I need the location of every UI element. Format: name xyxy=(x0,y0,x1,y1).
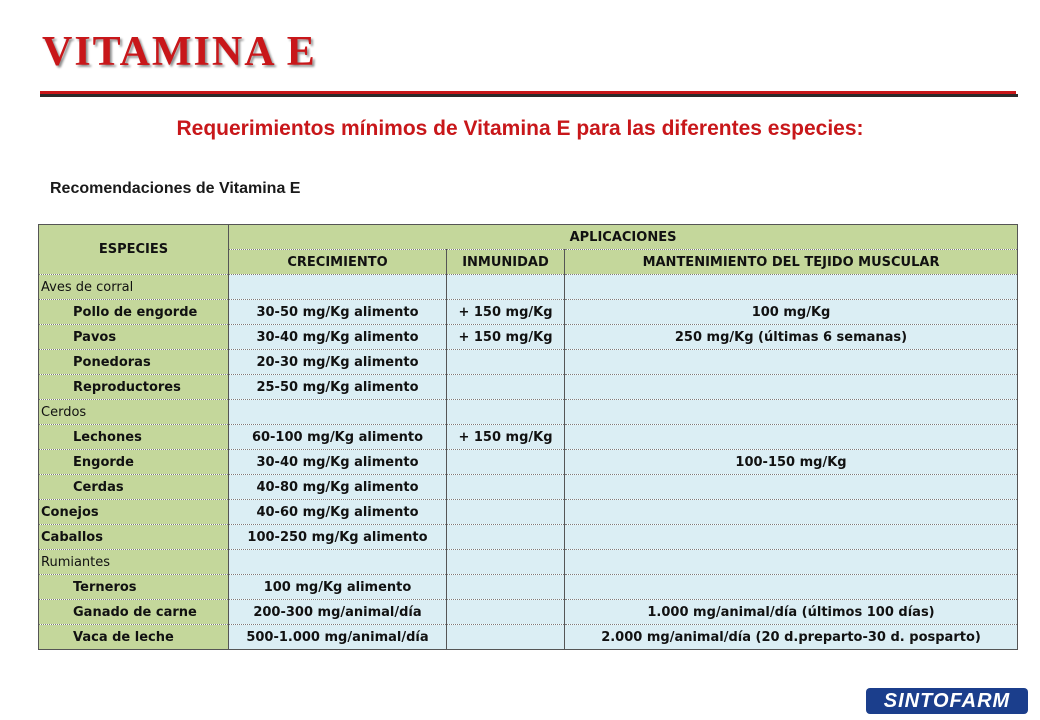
maintenance-value: 250 mg/Kg (últimas 6 semanas) xyxy=(565,325,1018,350)
species-name: Cerdas xyxy=(39,475,229,500)
table-row xyxy=(39,400,1018,425)
growth-value: 60-100 mg/Kg alimento xyxy=(229,425,447,450)
table-row xyxy=(39,550,1018,575)
vitamin-e-table xyxy=(38,224,1018,650)
immunity-value: + 150 mg/Kg xyxy=(447,425,565,450)
header-maintenance: MANTENIMIENTO DEL TEJIDO MUSCULAR xyxy=(565,250,1018,275)
growth-value: 100-250 mg/Kg alimento xyxy=(229,525,447,550)
species-name: Terneros xyxy=(39,575,229,600)
species-name: Ponedoras xyxy=(39,350,229,375)
group-label: Cerdos xyxy=(39,400,229,425)
table-row xyxy=(39,525,1018,550)
species-name: Pavos xyxy=(39,325,229,350)
species-name: Caballos xyxy=(39,525,229,550)
title-underline-dark xyxy=(40,94,1018,97)
table-row xyxy=(39,475,1018,500)
species-name: Pollo de engorde xyxy=(39,300,229,325)
species-name: Engorde xyxy=(39,450,229,475)
group-label: Aves de corral xyxy=(39,275,229,300)
growth-value: 30-50 mg/Kg alimento xyxy=(229,300,447,325)
maintenance-value: 1.000 mg/animal/día (últimos 100 días) xyxy=(565,600,1018,625)
growth-value: 30-40 mg/Kg alimento xyxy=(229,450,447,475)
sintofarm-logo xyxy=(866,688,1028,714)
table-row xyxy=(39,275,1018,300)
immunity-value: + 150 mg/Kg xyxy=(447,300,565,325)
header-applications: APLICACIONES xyxy=(229,225,1018,250)
species-name: Lechones xyxy=(39,425,229,450)
group-label: Rumiantes xyxy=(39,550,229,575)
header-species: ESPECIES xyxy=(39,225,229,275)
growth-value: 500-1.000 mg/animal/día xyxy=(229,625,447,650)
table-row xyxy=(39,625,1018,650)
species-name: Conejos xyxy=(39,500,229,525)
species-name: Ganado de carne xyxy=(39,600,229,625)
growth-value: 100 mg/Kg alimento xyxy=(229,575,447,600)
maintenance-value: 2.000 mg/animal/día (20 d.preparto-30 d. posparto) xyxy=(565,625,1018,650)
table-row xyxy=(39,500,1018,525)
table-row xyxy=(39,350,1018,375)
page-title: VITAMINA E xyxy=(42,29,317,75)
table-row xyxy=(39,575,1018,600)
table-row xyxy=(39,425,1018,450)
species-name: Vaca de leche xyxy=(39,625,229,650)
immunity-value: + 150 mg/Kg xyxy=(447,325,565,350)
header-growth: CRECIMIENTO xyxy=(229,250,447,275)
subtitle: Requerimientos mínimos de Vitamina E para las diferentes especies: xyxy=(176,117,864,140)
growth-value: 200-300 mg/animal/día xyxy=(229,600,447,625)
growth-value: 25-50 mg/Kg alimento xyxy=(229,375,447,400)
table-row xyxy=(39,375,1018,400)
table-row xyxy=(39,600,1018,625)
growth-value: 40-80 mg/Kg alimento xyxy=(229,475,447,500)
logo-text: SINTOFARM xyxy=(883,689,1011,712)
header-immunity: INMUNIDAD xyxy=(447,250,565,275)
section-label: Recomendaciones de Vitamina E xyxy=(50,180,301,197)
table-row xyxy=(39,325,1018,350)
table-row xyxy=(39,450,1018,475)
species-name: Reproductores xyxy=(39,375,229,400)
growth-value: 40-60 mg/Kg alimento xyxy=(229,500,447,525)
growth-value: 20-30 mg/Kg alimento xyxy=(229,350,447,375)
maintenance-value: 100-150 mg/Kg xyxy=(565,450,1018,475)
growth-value: 30-40 mg/Kg alimento xyxy=(229,325,447,350)
maintenance-value: 100 mg/Kg xyxy=(565,300,1018,325)
table-row xyxy=(39,300,1018,325)
